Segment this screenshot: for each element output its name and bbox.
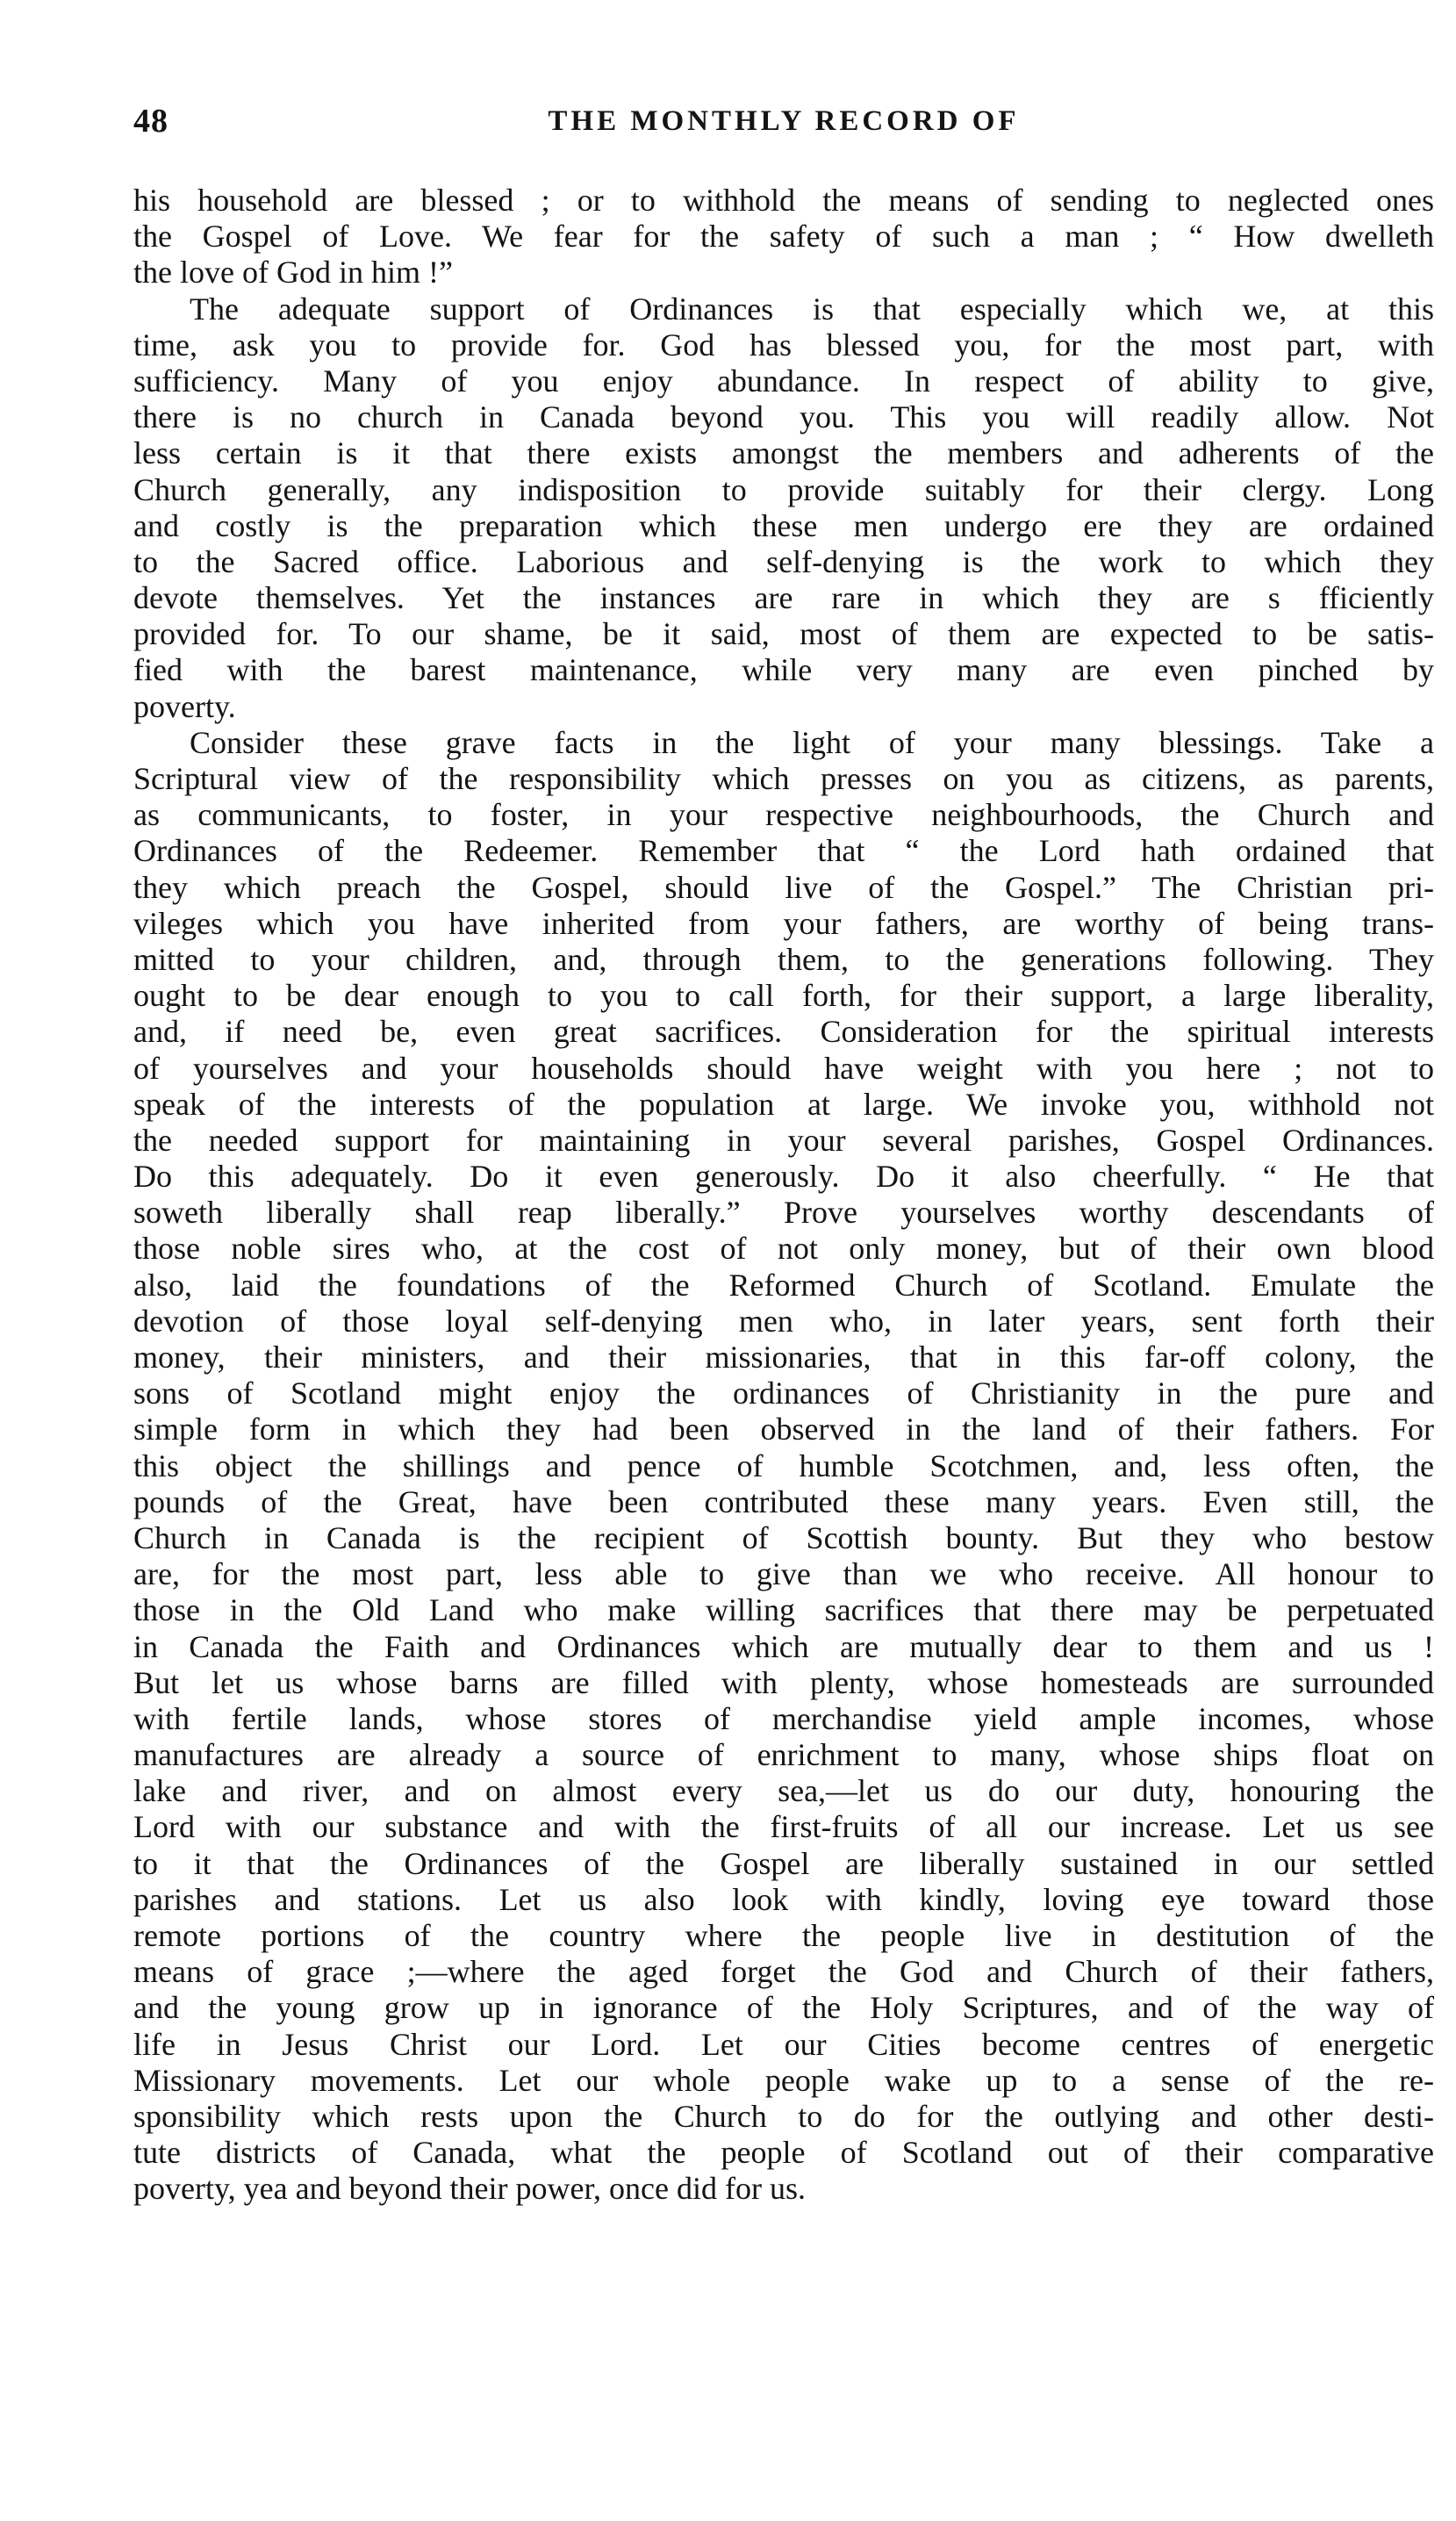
text-line: tute districts of Canada, what the people of Scotland out of their comparative bbox=[133, 2135, 1434, 2171]
text-line: this object the shillings and pence of humble Scotchmen, and, less often, the bbox=[133, 1447, 1434, 1483]
text-line: ought to be dear enough to you to call forth, for their support, a large liberality, bbox=[133, 978, 1434, 1014]
text-line: means of grace ;—where the aged forget the God and Church of their fathers, bbox=[133, 1954, 1434, 1990]
text-line: remote portions of the country where the people live in destitution of the bbox=[133, 1918, 1434, 1953]
text-line: Missionary movements. Let our whole people wake up to a sense of the re- bbox=[133, 2062, 1434, 2098]
text-line: devotion of those loyal self-denying men who, in later years, sent forth their bbox=[133, 1303, 1434, 1339]
text-line: devote themselves. Yet the instances are rare in which they are s fficiently bbox=[133, 580, 1434, 616]
text-line: are, for the most part, less able to give than we who receive. All honour to bbox=[133, 1556, 1434, 1592]
text-line: they which preach the Gospel, should live of the Gospel.” The Christian pri- bbox=[133, 869, 1434, 905]
text-line: soweth liberally shall reap liberally.” Prove yourselves worthy descendants of bbox=[133, 1195, 1434, 1231]
text-line: the love of God in him !” bbox=[133, 255, 453, 291]
text-line: the needed support for maintaining in your several parishes, Gospel Ordinances. bbox=[133, 1122, 1434, 1158]
text-line: simple form in which they had been observed in the land of their fathers. For bbox=[133, 1411, 1434, 1447]
text-line: also, laid the foundations of the Reformed Church of Scotland. Emulate the bbox=[133, 1267, 1434, 1303]
text-line: parishes and stations. Let us also look with kindly, loving eye toward those bbox=[133, 1881, 1434, 1917]
text-line: money, their ministers, and their missionaries, that in this far-off colony, the bbox=[133, 1340, 1434, 1375]
text-line: those noble sires who, at the cost of not only money, but of their own blood bbox=[133, 1231, 1434, 1267]
text-line: in Canada the Faith and Ordinances which are mutually dear to them and us ! bbox=[133, 1628, 1434, 1664]
text-line: to the Sacred office. Laborious and self-denying is the work to which they bbox=[133, 543, 1434, 579]
text-line: lake and river, and on almost every sea,—let us do our duty, honouring the bbox=[133, 1773, 1434, 1809]
text-line: of yourselves and your households should have weight with you here ; not to bbox=[133, 1050, 1434, 1086]
text-line: there is no church in Canada beyond you. This you will readily allow. Not bbox=[133, 399, 1434, 435]
text-line: Lord with our substance and with the first-fruits of all our increase. Let us see bbox=[133, 1809, 1434, 1845]
text-line: as communicants, to foster, in your respective neighbourhoods, the Church and bbox=[133, 797, 1434, 833]
text-line: the Gospel of Love. We fear for the safety of such a man ; “ How dwelleth bbox=[133, 219, 1434, 255]
text-line: Scriptural view of the responsibility which presses on you as citizens, as parents, bbox=[133, 761, 1434, 796]
text-line: Consider these grave facts in the light of your many blessings. Take a bbox=[190, 724, 1434, 760]
text-line: pounds of the Great, have been contributed these many years. Even still, the bbox=[133, 1483, 1434, 1519]
text-line: speak of the interests of the population at large. We invoke you, withhold not bbox=[133, 1086, 1434, 1122]
text-line: Church generally, any indisposition to provide suitably for their clergy. Long bbox=[133, 471, 1434, 507]
text-line: his household are blessed ; or to withhold the means of sending to neglected ones bbox=[133, 183, 1434, 218]
page-header bbox=[133, 102, 1434, 154]
text-line: The adequate support of Ordinances is that especially which we, at this bbox=[190, 291, 1434, 327]
page-number: 48 bbox=[133, 103, 169, 140]
text-line: provided for. To our shame, be it said, most of them are expected to be satis- bbox=[133, 616, 1434, 652]
text-line: time, ask you to provide for. God has blessed you, for the most part, with bbox=[133, 327, 1434, 363]
text-line: poverty. bbox=[133, 688, 236, 724]
running-title: THE MONTHLY RECORD OF bbox=[548, 105, 1020, 137]
text-line: poverty, yea and beyond their power, once did for us. bbox=[133, 2171, 806, 2207]
text-line: mitted to your children, and, through them, to the generations following. They bbox=[133, 941, 1434, 977]
text-line: and, if need be, even great sacrifices. Consideration for the spiritual interests bbox=[133, 1014, 1434, 1050]
text-line: Church in Canada is the recipient of Scottish bounty. But they who bestow bbox=[133, 1519, 1434, 1555]
text-line: But let us whose barns are filled with plenty, whose homesteads are surrounded bbox=[133, 1664, 1434, 1700]
text-line: sons of Scotland might enjoy the ordinances of Christianity in the pure and bbox=[133, 1375, 1434, 1411]
text-line: with fertile lands, whose stores of merchandise yield ample incomes, whose bbox=[133, 1700, 1434, 1736]
text-line: life in Jesus Christ our Lord. Let our Cities become centres of energetic bbox=[133, 2026, 1434, 2062]
text-line: sufficiency. Many of you enjoy abundance. In respect of ability to give, bbox=[133, 363, 1434, 399]
body-text bbox=[133, 183, 1434, 2208]
text-line: Ordinances of the Redeemer. Remember that “ the Lord hath ordained that bbox=[133, 833, 1434, 869]
text-line: and costly is the preparation which these men undergo ere they are ordained bbox=[133, 507, 1434, 543]
text-line: those in the Old Land who make willing sacrifices that there may be perpetuated bbox=[133, 1592, 1434, 1628]
text-line: vileges which you have inherited from your fathers, are worthy of being trans- bbox=[133, 905, 1434, 941]
text-line: manufactures are already a source of enrichment to many, whose ships float on bbox=[133, 1737, 1434, 1773]
text-line: less certain is it that there exists amongst the members and adherents of the bbox=[133, 435, 1434, 471]
text-line: to it that the Ordinances of the Gospel are liberally sustained in our settled bbox=[133, 1845, 1434, 1881]
text-line: fied with the barest maintenance, while very many are even pinched by bbox=[133, 652, 1434, 688]
text-line: sponsibility which rests upon the Church to do for the outlying and other desti- bbox=[133, 2098, 1434, 2134]
text-line: and the young grow up in ignorance of the Holy Scriptures, and of the way of bbox=[133, 1990, 1434, 2026]
text-line: Do this adequately. Do it even generously. Do it also cheerfully. “ He that bbox=[133, 1159, 1434, 1195]
